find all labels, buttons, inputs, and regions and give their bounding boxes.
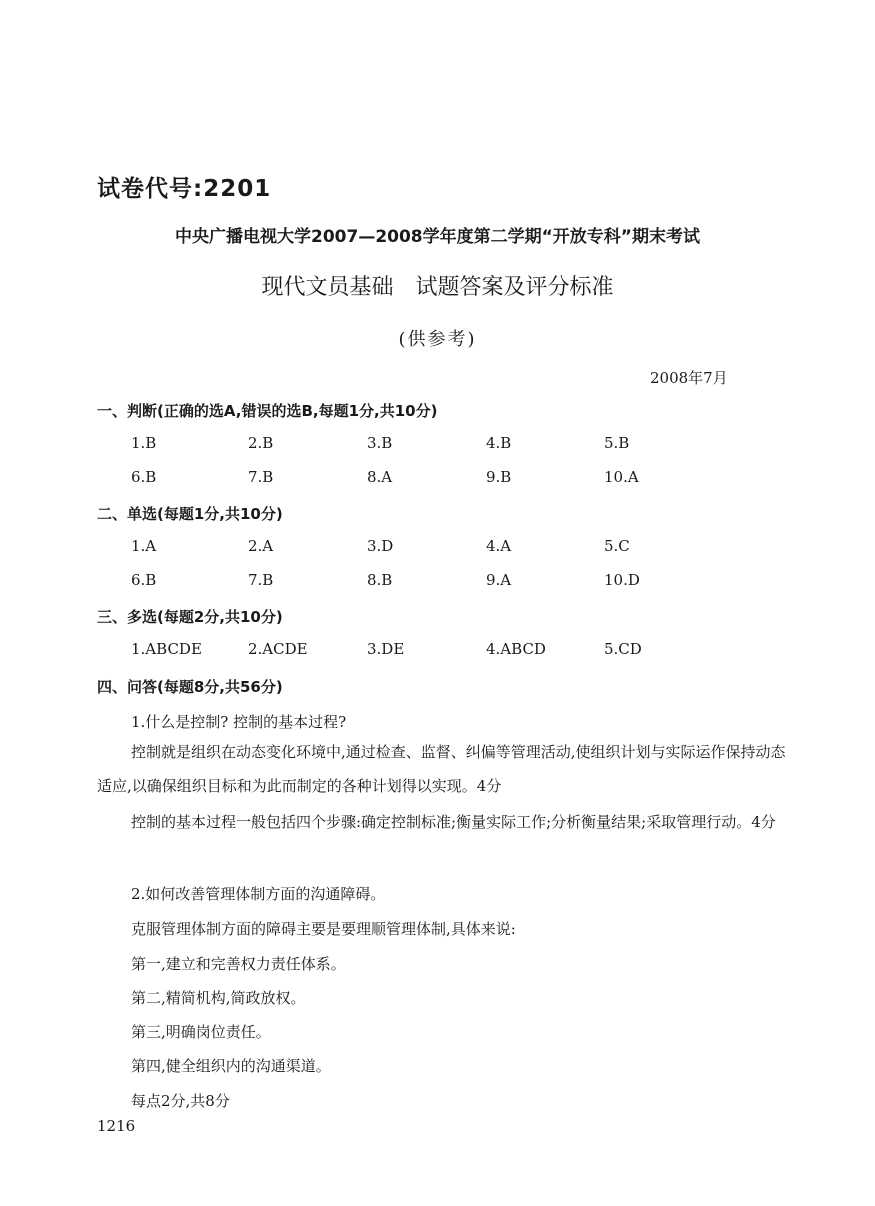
exam-title: 中央广播电视大学2007—2008学年度第二学期“开放专科”期末考试 [175, 227, 700, 247]
answer-item: 3.B [367, 434, 393, 452]
answer-item: 5.B [604, 434, 630, 452]
answer-1-paragraph-2: 控制的基本过程一般包括四个步骤:确定控制标准;衡量实际工作;分析衡量结果;采取管理行动。4分 [131, 813, 776, 831]
subject-title: 现代文员基础 试题答案及评分标准 [261, 275, 614, 300]
answer-2-point-4: 第四,健全组织内的沟通渠道。 [131, 1057, 331, 1075]
answer-2-point-3: 第三,明确岗位责任。 [131, 1023, 271, 1041]
section-heading-short-answer: 四、问答(每题8分,共56分) [97, 678, 283, 696]
answer-item: 3.D [367, 537, 394, 555]
answer-2-point-1: 第一,建立和完善权力责任体系。 [131, 955, 346, 973]
answer-item: 4.ABCD [486, 640, 546, 658]
answer-item: 8.A [367, 468, 393, 486]
answer-item: 4.A [486, 537, 512, 555]
answer-item: 2.B [248, 434, 274, 452]
reference-note: (供参考) [398, 329, 477, 350]
answer-item: 2.ACDE [248, 640, 308, 658]
paper-code: 试卷代号:2201 [97, 176, 272, 202]
section-heading-judgment: 一、判断(正确的选A,错误的选B,每题1分,共10分) [97, 402, 438, 420]
answer-item: 1.B [131, 434, 157, 452]
answer-item: 6.B [131, 468, 157, 486]
answer-2-point-2: 第二,精简机构,简政放权。 [131, 989, 306, 1007]
answer-item: 4.B [486, 434, 512, 452]
answer-item: 5.C [604, 537, 630, 555]
question-2: 2.如何改善管理体制方面的沟通障碍。 [131, 885, 386, 903]
answer-1-paragraph-1: 控制就是组织在动态变化环境中,通过检查、监督、纠偏等管理活动,使组织计划与实际运作保持动态适应,以确保组织目标和为此而制定的各种计划得以实现。4分 [97, 743, 786, 795]
answer-2-intro: 克服管理体制方面的障碍主要是要理顺管理体制,具体来说: [131, 920, 516, 938]
answer-item: 8.B [367, 571, 393, 589]
answer-item: 7.B [248, 571, 274, 589]
answer-item: 1.ABCDE [131, 640, 202, 658]
section-heading-single-choice: 二、单选(每题1分,共10分) [97, 505, 283, 523]
answer-item: 5.CD [604, 640, 642, 658]
section-heading-multiple-choice: 三、多选(每题2分,共10分) [97, 608, 283, 626]
page-number: 1216 [97, 1117, 136, 1135]
exam-date: 2008年7月 [650, 369, 728, 387]
answer-2-score: 每点2分,共8分 [131, 1092, 230, 1110]
answer-item: 3.DE [367, 640, 405, 658]
answer-item: 6.B [131, 571, 157, 589]
answer-item: 10.D [604, 571, 640, 589]
answer-item: 1.A [131, 537, 157, 555]
answer-item: 10.A [604, 468, 639, 486]
answer-item: 2.A [248, 537, 274, 555]
answer-item: 9.A [486, 571, 512, 589]
answer-item: 9.B [486, 468, 512, 486]
answer-item: 7.B [248, 468, 274, 486]
question-1: 1.什么是控制? 控制的基本过程? [131, 713, 347, 731]
